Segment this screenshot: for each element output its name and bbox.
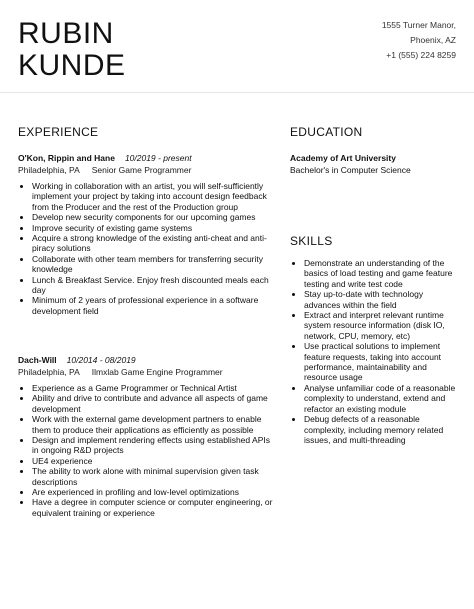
job-entry [18,152,274,316]
last-name: KUNDE [18,49,126,82]
degree: Bachelor's in Computer Science [290,165,411,175]
address-line-2: Phoenix, AZ [410,35,456,45]
job-location: Philadelphia, PA [18,165,80,175]
list-item: • Stay up-to-date with technology advances within the field [304,289,456,310]
company-name: Dach-Will [18,355,57,365]
list-item: • Experience as a Game Programmer or Technical Artist [32,383,274,393]
phone-number: +1 (555) 224 8259 [386,50,456,60]
list-item: • Extract and interpret relevant runtime system resource information (disk IO, network, CPU, memory, etc) [304,310,456,341]
list-item: • Collaborate with other team members for transferring security knowledge [32,254,274,275]
list-item: • Use practical solutions to implement feature requests, taking into account performance, maintainability and resource usage [304,341,456,383]
candidate-name [18,18,126,82]
contact-info [382,18,456,63]
education-entry [290,152,460,176]
list-item: • Develop new security components for our upcoming games [32,212,274,222]
skills-heading: SKILLS [290,234,333,248]
list-item: • Acquire a strong knowledge of the existing anti-cheat and anti-piracy solutions [32,233,274,254]
list-item: • Minimum of 2 years of professional experience in a software development field [32,295,274,316]
job-dates: 10/2014 - 08/2019 [66,355,136,365]
job-dates: 10/2019 - present [124,153,192,163]
job-title: Ilmxlab Game Engine Programmer [91,367,223,377]
school-name: Academy of Art University [290,153,396,163]
list-item: • Have a degree in computer science or computer engineering, or equivalent training or experience [32,497,274,518]
list-item: • Lunch & Breakfast Service. Enjoy fresh discounted meals each day [32,275,274,296]
company-name: O'Kon, Rippin and Hane [18,153,115,163]
job-title: Senior Game Programmer [91,165,192,175]
job-responsibilities [18,181,274,316]
experience-heading: EXPERIENCE [18,125,99,139]
list-item: • Debug defects of a reasonable complexity, including memory related issues, and multi-threading [304,414,456,445]
list-item: • UE4 experience [32,456,274,466]
list-item: • Work with the external game development partners to enable them to produce their applications as efficiently as possible [32,414,274,435]
job-entry [18,354,274,518]
job-location: Philadelphia, PA [18,367,80,377]
list-item: • Demonstrate an understanding of the basics of load testing and game feature testing and write test code [304,258,456,289]
job-responsibilities [18,383,274,518]
address-line-1: 1555 Turner Manor, [381,20,456,30]
list-item: • Design and implement rendering effects using established APIs in ongoing R&D projects [32,435,274,456]
list-item: • The ability to work alone with minimal supervision given task descriptions [32,466,274,487]
list-item: • Ability and drive to contribute and advance all aspects of game development [32,393,274,414]
header-divider [0,92,474,93]
skills-section [290,258,456,445]
list-item: • Analyse unfamiliar code of a reasonable complexity to understand, extend and refactor an existing module [304,383,456,414]
list-item: • Working in collaboration with an artist, you will self-sufficiently implement your project by taking into account design feedback from the Producer and the rest of the Production group [32,181,274,212]
education-heading: EDUCATION [290,125,363,139]
list-item: • Are experienced in profiling and low-level optimizations [32,487,274,497]
first-name: RUBIN [18,17,114,50]
list-item: • Improve security of existing game systems [32,223,274,233]
skills-list [290,258,456,445]
